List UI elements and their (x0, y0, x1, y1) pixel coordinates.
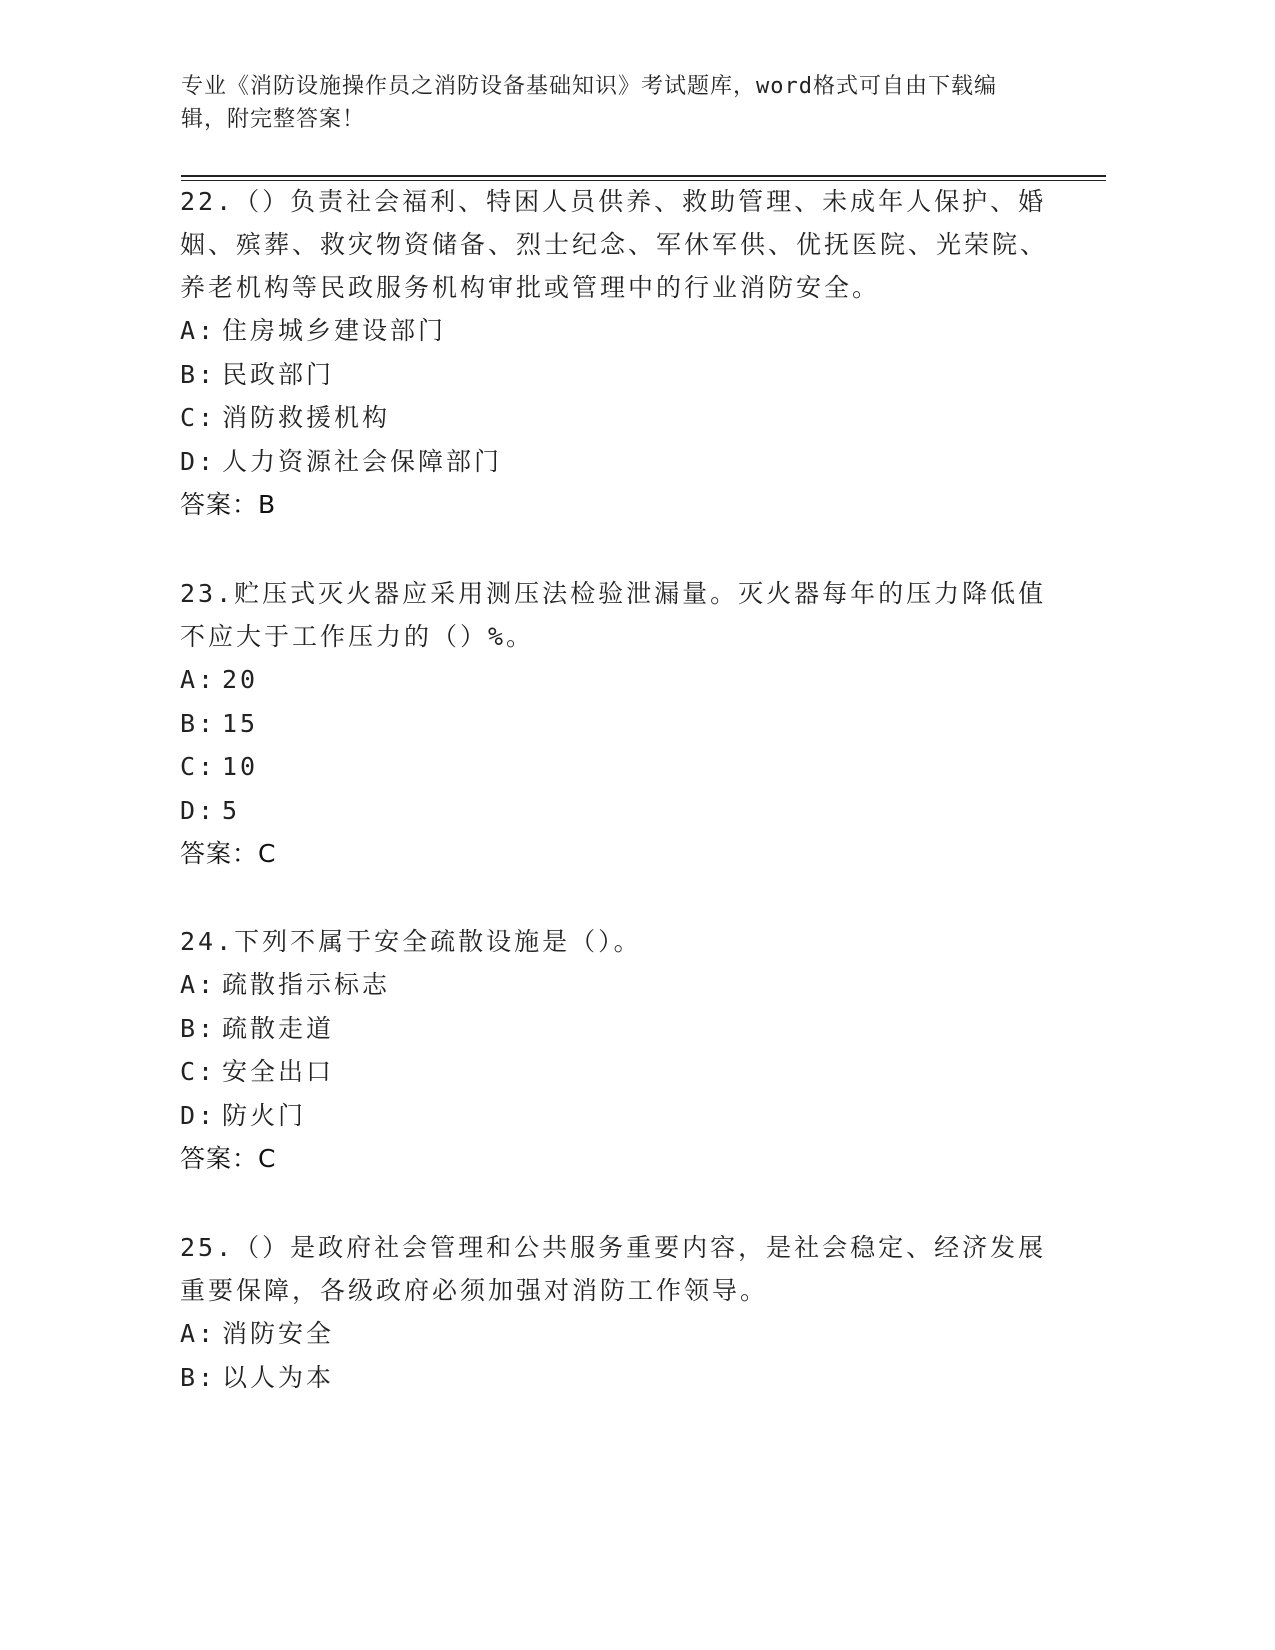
option-key: C: (180, 752, 217, 781)
question-stem: 23.贮压式灭火器应采用测压法检验泄漏量。灭火器每年的压力降低值不应大于工作压力的（）%。 (180, 579, 1047, 651)
question-stem: 22.（）负责社会福利、特困人员供养、救助管理、未成年人保护、婚姻、殡葬、救灾物资储备、烈士纪念、军休军供、优抚医院、光荣院、养老机构等民政服务机构审批或管理中的行业消防安全。 (180, 187, 1049, 302)
option-a (180, 309, 1060, 353)
option-key: B: (180, 1362, 217, 1392)
option-text: 消防安全 (222, 1319, 335, 1348)
option-key: A: (180, 316, 217, 345)
answer-label: 答案：C (180, 839, 277, 868)
header-divider-thick (181, 175, 1106, 177)
option-c (180, 1050, 1060, 1094)
option-text: 5 (222, 795, 241, 825)
option-a (180, 1312, 1060, 1356)
question-stem: 24.下列不属于安全疏散设施是（）。 (180, 927, 642, 956)
option-key: B: (180, 1013, 217, 1043)
answer-label: 答案：C (180, 1144, 277, 1173)
option-key: C: (180, 403, 217, 432)
option-d (180, 1094, 1060, 1138)
document-header: 专业《消防设施操作员之消防设备基础知识》考试题库，word格式可自由下载编辑，附完整答案！ (181, 74, 997, 132)
question-22 (180, 180, 1060, 527)
option-text: 20 (222, 665, 259, 694)
option-key: A: (180, 970, 217, 999)
option-text: 10 (222, 752, 259, 781)
option-text: 住房城乡建设部门 (222, 316, 447, 345)
option-text: 防火门 (222, 1100, 307, 1130)
option-a (180, 963, 1060, 1007)
answer-label: 答案：B (180, 490, 277, 519)
option-key: D: (180, 446, 217, 476)
question-24 (180, 920, 1060, 1181)
option-c (180, 745, 1060, 789)
option-key: A: (180, 1319, 217, 1348)
option-b (180, 1007, 1060, 1051)
option-text: 安全出口 (222, 1057, 335, 1086)
question-25 (180, 1226, 1060, 1399)
option-text: 消防救援机构 (222, 403, 391, 432)
option-d (180, 440, 1060, 484)
option-d (180, 789, 1060, 833)
option-text: 以人为本 (222, 1362, 335, 1392)
option-text: 疏散指示标志 (222, 970, 391, 999)
option-text: 15 (222, 708, 259, 738)
option-c (180, 396, 1060, 440)
option-b (180, 1356, 1060, 1400)
question-23 (180, 572, 1060, 876)
option-key: D: (180, 795, 217, 825)
option-text: 疏散走道 (222, 1013, 335, 1043)
option-key: B: (180, 708, 217, 738)
option-b (180, 353, 1060, 397)
option-b (180, 702, 1060, 746)
option-a (180, 658, 1060, 702)
option-key: C: (180, 1057, 217, 1086)
option-key: B: (180, 359, 217, 389)
option-text: 人力资源社会保障部门 (222, 446, 503, 476)
option-key: A: (180, 665, 217, 694)
question-stem: 25.（）是政府社会管理和公共服务重要内容，是社会稳定、经济发展重要保障，各级政府必须加强对消防工作领导。 (180, 1233, 1047, 1305)
option-text: 民政部门 (222, 359, 335, 389)
option-key: D: (180, 1100, 217, 1130)
